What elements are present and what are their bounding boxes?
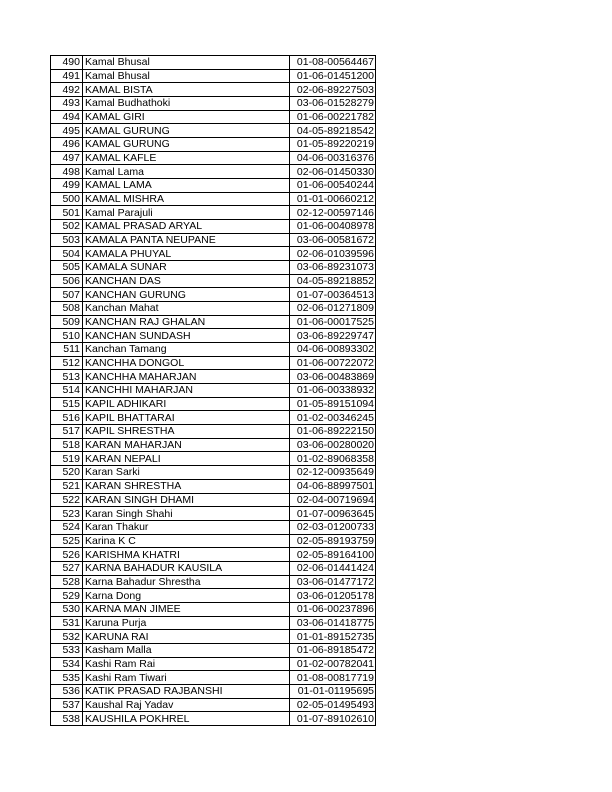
table-row [51,288,376,302]
table-row [51,56,376,70]
id-code: 02-06-01039596 [290,247,376,261]
table-row [51,438,376,452]
id-code: 02-03-01200733 [290,520,376,534]
table-row [51,110,376,124]
table-row [51,165,376,179]
table-row [51,233,376,247]
row-number: 525 [51,534,83,548]
row-number: 511 [51,343,83,357]
person-name: KANCHAN SUNDASH [83,329,290,343]
id-code: 01-02-00782041 [290,657,376,671]
person-name: KAMAL BISTA [83,83,290,97]
person-name: KATIK PRASAD RAJBANSHI [83,684,290,698]
row-number: 497 [51,151,83,165]
person-name: KARISHMA KHATRI [83,548,290,562]
table-row [51,425,376,439]
id-code: 02-12-00597146 [290,206,376,220]
id-code: 02-06-01450330 [290,165,376,179]
id-code: 03-06-01205178 [290,589,376,603]
row-number: 514 [51,384,83,398]
person-name: Karuna Purja [83,616,290,630]
person-name: Kanchan Tamang [83,343,290,357]
row-number: 521 [51,479,83,493]
table-row [51,479,376,493]
id-code: 01-08-00817719 [290,671,376,685]
person-name: KARNA MAN JIMEE [83,602,290,616]
table-row [51,192,376,206]
id-code: 04-06-00316376 [290,151,376,165]
person-name: Kamal Lama [83,165,290,179]
table-row [51,206,376,220]
row-number: 532 [51,630,83,644]
person-name: Kashi Ram Rai [83,657,290,671]
person-name: KAUSHILA POKHREL [83,712,290,726]
row-number: 516 [51,411,83,425]
row-number: 527 [51,561,83,575]
id-code: 04-06-88997501 [290,479,376,493]
table-row [51,356,376,370]
table-row [51,315,376,329]
table-row [51,548,376,562]
id-code: 02-05-89164100 [290,548,376,562]
row-number: 501 [51,206,83,220]
id-code: 01-07-00963645 [290,507,376,521]
id-code: 02-12-00935649 [290,466,376,480]
id-code: 02-06-01271809 [290,302,376,316]
person-name: KAMAL GURUNG [83,138,290,152]
id-code: 03-06-01418775 [290,616,376,630]
person-name: KARAN SHRESTHA [83,479,290,493]
person-name: KAPIL ADHIKARI [83,397,290,411]
row-number: 507 [51,288,83,302]
row-number: 523 [51,507,83,521]
person-name: KARUNA RAI [83,630,290,644]
row-number: 515 [51,397,83,411]
id-code: 01-02-89068358 [290,452,376,466]
row-number: 535 [51,671,83,685]
row-number: 530 [51,602,83,616]
row-number: 534 [51,657,83,671]
id-code: 01-05-89220219 [290,138,376,152]
id-code: 04-05-89218542 [290,124,376,138]
row-number: 531 [51,616,83,630]
person-name: Kashi Ram Tiwari [83,671,290,685]
table-row [51,575,376,589]
row-number: 512 [51,356,83,370]
row-number: 508 [51,302,83,316]
id-code: 01-01-01195695 [290,684,376,698]
person-name: KAMALA PHUYAL [83,247,290,261]
row-number: 509 [51,315,83,329]
id-code: 01-01-89152735 [290,630,376,644]
row-number: 520 [51,466,83,480]
table-row [51,329,376,343]
id-code: 01-07-00364513 [290,288,376,302]
row-number: 519 [51,452,83,466]
row-number: 494 [51,110,83,124]
person-name: Karan Thakur [83,520,290,534]
id-code: 02-06-01441424 [290,561,376,575]
table-row [51,452,376,466]
id-code: 01-05-89151094 [290,397,376,411]
id-code: 01-06-00540244 [290,179,376,193]
row-number: 526 [51,548,83,562]
id-code: 03-06-00280020 [290,438,376,452]
table-row [51,220,376,234]
row-number: 495 [51,124,83,138]
row-number: 518 [51,438,83,452]
row-number: 503 [51,233,83,247]
table-row [51,507,376,521]
table-row [51,343,376,357]
table-row [51,124,376,138]
person-name: KAMALA PANTA NEUPANE [83,233,290,247]
person-name: KAMAL KAFLE [83,151,290,165]
person-name: KAPIL SHRESTHA [83,425,290,439]
row-number: 517 [51,425,83,439]
row-number: 496 [51,138,83,152]
person-name: KANCHAN RAJ GHALAN [83,315,290,329]
person-name: KARAN MAHARJAN [83,438,290,452]
person-name: KAMAL MISHRA [83,192,290,206]
person-name: KANCHAN DAS [83,274,290,288]
person-name: Kaushal Raj Yadav [83,698,290,712]
person-name: Karna Dong [83,589,290,603]
row-number: 500 [51,192,83,206]
id-code: 01-06-00722072 [290,356,376,370]
person-name: KARAN NEPALI [83,452,290,466]
row-number: 537 [51,698,83,712]
id-code: 01-02-00346245 [290,411,376,425]
person-name: KAMAL GIRI [83,110,290,124]
person-name: KANCHHI MAHARJAN [83,384,290,398]
person-name: KAMAL GURUNG [83,124,290,138]
person-name: Kamal Bhusal [83,69,290,83]
id-code: 03-06-00483869 [290,370,376,384]
row-number: 533 [51,643,83,657]
table-row [51,589,376,603]
person-name: KAMAL LAMA [83,179,290,193]
table-row [51,83,376,97]
row-number: 524 [51,520,83,534]
person-name: KANCHHA MAHARJAN [83,370,290,384]
row-number: 510 [51,329,83,343]
person-name: Kamal Parajuli [83,206,290,220]
id-code: 02-05-01495493 [290,698,376,712]
name-list-table [50,55,376,726]
table-row [51,561,376,575]
id-code: 03-06-01528279 [290,97,376,111]
person-name: KANCHAN GURUNG [83,288,290,302]
id-code: 01-06-00221782 [290,110,376,124]
table-row [51,671,376,685]
person-name: KARAN SINGH DHAMI [83,493,290,507]
person-name: Kanchan Mahat [83,302,290,316]
id-code: 01-06-00017525 [290,315,376,329]
person-name: KAMAL PRASAD ARYAL [83,220,290,234]
id-code: 01-07-89102610 [290,712,376,726]
table-row [51,179,376,193]
id-code: 04-06-00893302 [290,343,376,357]
table-row [51,97,376,111]
table-row [51,138,376,152]
id-code: 01-06-89185472 [290,643,376,657]
person-name: Kamal Bhusal [83,56,290,70]
id-code: 01-06-00338932 [290,384,376,398]
row-number: 491 [51,69,83,83]
id-code: 03-06-00581672 [290,233,376,247]
table-row [51,370,376,384]
id-code: 03-06-01477172 [290,575,376,589]
id-code: 02-06-89227503 [290,83,376,97]
person-name: Karan Singh Shahi [83,507,290,521]
person-name: Karina K C [83,534,290,548]
table-row [51,602,376,616]
person-name: KARNA BAHADUR KAUSILA [83,561,290,575]
id-code: 01-06-00237896 [290,602,376,616]
table-row [51,684,376,698]
row-number: 506 [51,274,83,288]
row-number: 529 [51,589,83,603]
table-row [51,397,376,411]
table-row [51,534,376,548]
table-row [51,274,376,288]
person-name: KAPIL BHATTARAI [83,411,290,425]
row-number: 504 [51,247,83,261]
table-row [51,630,376,644]
table-row [51,466,376,480]
row-number: 502 [51,220,83,234]
row-number: 499 [51,179,83,193]
table-row [51,616,376,630]
person-name: Karan Sarki [83,466,290,480]
id-code: 01-01-00660212 [290,192,376,206]
table-row [51,151,376,165]
table-row [51,261,376,275]
id-code: 01-08-00564467 [290,56,376,70]
table-row [51,657,376,671]
row-number: 505 [51,261,83,275]
table-row [51,411,376,425]
row-number: 498 [51,165,83,179]
person-name: Kamal Budhathoki [83,97,290,111]
person-name: KANCHHA DONGOL [83,356,290,370]
row-number: 513 [51,370,83,384]
person-name: Karna Bahadur Shrestha [83,575,290,589]
table-row [51,698,376,712]
id-code: 03-06-89229747 [290,329,376,343]
row-number: 528 [51,575,83,589]
table-row [51,712,376,726]
row-number: 522 [51,493,83,507]
id-code: 01-06-89222150 [290,425,376,439]
id-code: 01-06-01451200 [290,69,376,83]
row-number: 492 [51,83,83,97]
row-number: 536 [51,684,83,698]
table-row [51,520,376,534]
table-row [51,384,376,398]
table-row [51,69,376,83]
row-number: 538 [51,712,83,726]
table-row [51,643,376,657]
row-number: 493 [51,97,83,111]
row-number: 490 [51,56,83,70]
table-row [51,302,376,316]
person-name: Kasham Malla [83,643,290,657]
id-code: 02-04-00719694 [290,493,376,507]
id-code: 03-06-89231073 [290,261,376,275]
id-code: 01-06-00408978 [290,220,376,234]
table-row [51,493,376,507]
id-code: 04-05-89218852 [290,274,376,288]
person-name: KAMALA SUNAR [83,261,290,275]
id-code: 02-05-89193759 [290,534,376,548]
name-list-body [51,56,376,726]
table-row [51,247,376,261]
